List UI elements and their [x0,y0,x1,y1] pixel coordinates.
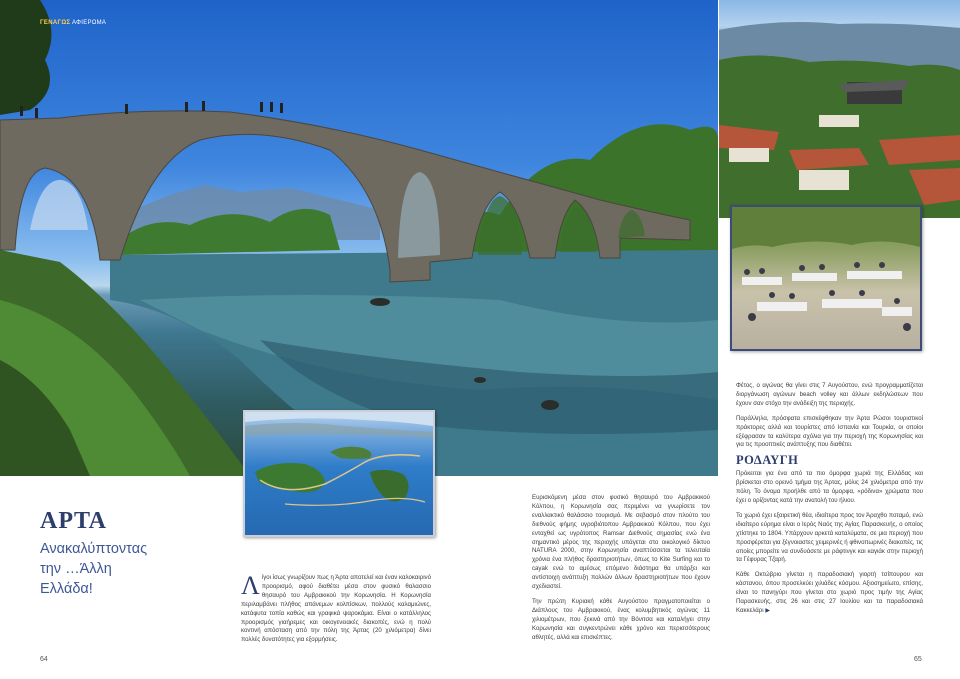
section-heading-rodavgi: ΡΟΔΑΥΓΗ [736,453,799,468]
subtitle-line: Ανακαλύπτοντας [40,541,148,557]
paragraph: Φέτος, ο αγώνας θα γίνει στις 7 Αυγούστου, ενώ προγραμματίζεται διοργάνωση αγώνων beach volley και άλλων εκδηλώσεων που έχουν σαν στόχο την ανάδειξη της περιοχής. [736,382,923,407]
paragraph [241,571,431,645]
triangle-right-icon: ▶ [765,607,770,614]
paragraph: Την πρώτη Κυριακή κάθε Αυγούστου πραγματοποιείται ο Διάπλους του Αμβρακικού, ένας κολυμβητικός αγώνας 11 χιλιομέτρων, που ξεκινά από την Βόνιτσα και καταλήγει στην Κορωνησία και συγκεντρώνει κάθε χρόνο και περισσότερους αθλητές, αλλά και επισκέπτες. [532,597,710,641]
paragraph: Πρόκειται για ένα από τα πιο όμορφα χωριά της Ελλάδας και βρίσκεται στο ορεινό τμήμα της Άρτας, μόλις 24 χιλιόμετρα από την πόλη. Το όνομα προήλθε από τα όμορφα, «ρόδινα» χρώματα που έχει ο ορίζοντας κατά την ανατολή του ήλιου. [736,470,923,504]
page-number-right: 65 [914,656,922,663]
paragraph: Το χωριό έχει εξαιρετική θέα, ιδιαίτερα προς τον Άραχθο ποταμό, ενώ ιδιαίτερο εύρημα είναι ο Ιερός Ναός της Αγίας Παρασκευής, ο οποίος χτίστηκε το 1804. Υπάρχουν αρκετά καταλύματα, σε μια περιοχή που προσφέρεται για ξέγνοιαστες χειμερινές ή φθινοπωρινές διακοπές, τις οποίες μπορείτε να συνδυάσετε με ράφτινγκ και καγιάκ στην περιοχή τα Γέφυρας Τζαρή. [736,511,923,564]
photo-rodavgi-village [719,0,960,218]
paragraph: Παράλληλα, πρόσφατα επισκέφθηκαν την Άρτα Ρώσοι τουριστικοί πράκτορες αλλά και τουρίστες από Ισπανία και Τουρκία, οι οποίοι εξέφρασαν τα καλύτερα σχόλια για την περιοχή της Κορωνησίας και για τις προοπτικές ανάπτυξης που διαθέτει. [736,414,923,449]
drop-cap: Λ [241,571,260,600]
paragraph-text: Κάθε Οκτώβριο γίνεται η παραδοσιακή γιορτή τσίπουρου και κάστανου, όπου προσελκύει χιλιάδες κόσμου. Αξιοσημείωτο, επίσης, είναι το πανηγύρι που γίνεται στο χωριό προς τιμήν της Αγίας Παρασκευής, στις 26 και στις 27 Ιουλίου και τα παραδοσιακά Κακκελάρι [736,571,923,614]
subtitle-line: Ελλάδα! [40,581,93,597]
photo-village-festival [730,205,922,351]
article-title-block [40,508,180,599]
section-label-bold: ΓΕΝΑΓΩΣ [40,20,71,26]
inset-photo-koronisia-aerial [243,410,435,537]
text-column-1 [241,571,431,651]
text-column-3 [736,382,923,622]
paragraph-text: ίγοι ίσως γνωρίζουν πως η Άρτα αποτελεί και έναν καλοκαιρινό προορισμό, αφού διαθέτει μέσα στον φυσικό θαλασσιο θησαυρό του Αμβρακικού την Κορωνησία. Η Κορωνησία περιλαμβάνει πλήθος απάνεμων κολπίσκων, πολλούς καλαμιώνες, κατάφυτα τοπία καθώς και γραφικά ψαροκάμια. Είναι ο κατάλληλος προορισμός γιαήρεμες και οικογενειακές διακοπές, ενώ η πολύ κοντινή απόσταση από την πόλη της Άρτας (20 χιλιόμετρα) δίνει πολλές δυνατότητες για εξορμήσεις. [241,574,431,644]
article-title: ΑΡΤΑ [40,508,107,534]
paragraph [736,571,923,616]
section-label-text: ΑΦΙΕΡΩΜΑ [72,20,107,26]
subtitle-line: την …Άλλη [40,561,112,577]
page-number-left: 64 [40,656,48,663]
text-column-2 [532,494,710,649]
section-label [40,20,106,26]
article-subtitle [40,539,180,599]
paragraph: Ευρισκόμενη μέσα στον φυσικό θησαυρό του Αμβρακικού Κόλπου, η Κορωνησία σας περιμένει να γνωρίσετε τον εναλλακτικό θαλάσσιο τουρισμό. Με σεβασμό στον πλούτο του διεθνούς φήμης υγροβιότοπου Αμβρακικού Κόλπου, που έχει ενταχθεί ως υγρότοπος Ramsar Διεθνούς σημασίας ενώ ένα σημαντικό μέρος της περιοχής υπάγεται στο οικολογικό δίκτυο NATURA 2000, στην Κορωνησία αναπτύσσεται τα τελευταία χρόνια ένα πλήθος δραστηριοτήτων, όπως το Kite Surfing και το cayak ενώ το αμέσως επόμενο διάστημα θα υπάρξει και αντίστοιχη ανάπτυξη πολλών άλλων δραστηριοτήτων που έχουν σχεδιαστεί. [532,494,710,591]
